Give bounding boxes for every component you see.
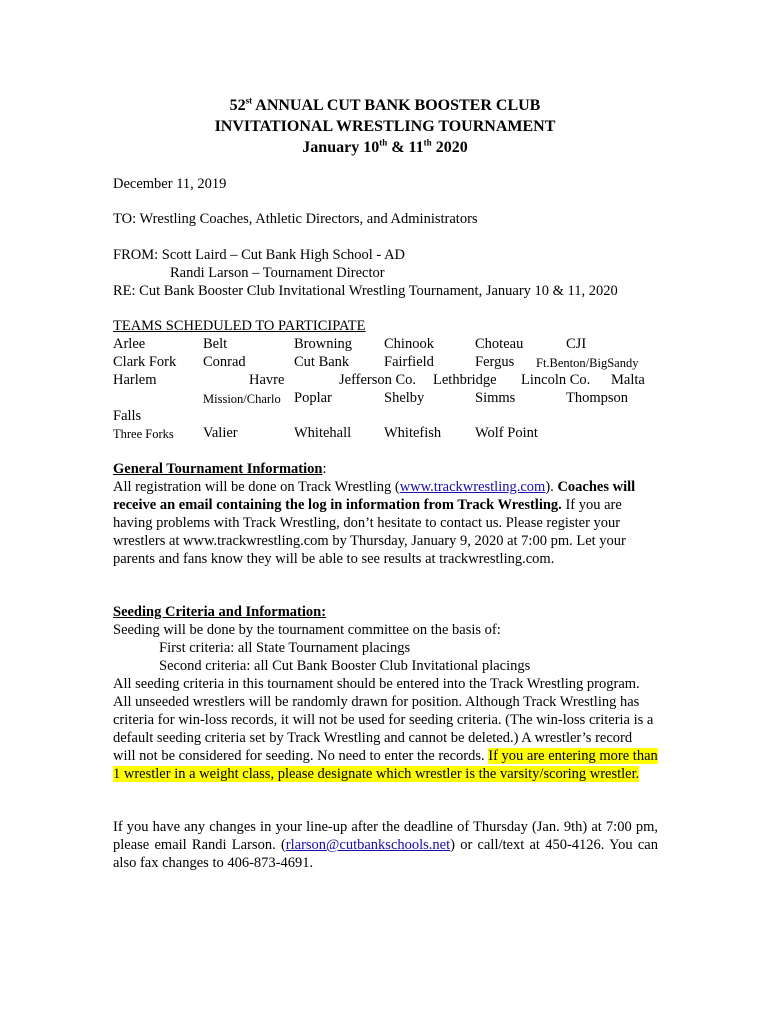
- seeding-second-criteria: Second criteria: all Cut Bank Booster Club Invitational placings: [159, 658, 531, 674]
- team-name: Simms: [475, 390, 516, 406]
- memo-re: RE: Cut Bank Booster Club Invitational Wrestling Tournament, January 10 & 11, 2020: [113, 283, 618, 299]
- team-name: Jefferson Co.: [339, 372, 417, 388]
- team-name: Harlem: [113, 372, 157, 388]
- team-name: Malta: [611, 372, 645, 388]
- email-link[interactable]: rlarson@cutbankschools.net: [285, 837, 451, 853]
- general-heading: General Tournament Information:: [113, 461, 327, 477]
- title-line-1: 52st ANNUAL CUT BANK BOOSTER CLUB: [229, 95, 541, 114]
- seeding-paragraph: All seeding criteria in this tournament should be entered into the Track Wrestling program. All unseeded wrestlers will be randomly drawn for position. Although Track Wrestling has criteria for win-loss records, it will not be used for seeding criteria. (The win-loss criteria is a default seeding criteria set by Track Wrestling and cannot be deleted.) A wrestler’s record will not be considered for seeding. No need to enter the records. If you are entering more than 1 wrestler in a weight class, please designate which wrestler is the varsity/scoring wrestler.: [113, 676, 658, 782]
- team-name: Wolf Point: [475, 425, 538, 441]
- team-name: CJI: [566, 336, 587, 352]
- team-name: Shelby: [384, 390, 425, 406]
- team-name: Conrad: [203, 354, 246, 370]
- team-name: Choteau: [475, 336, 524, 352]
- team-name: Fairfield: [384, 354, 434, 370]
- memo-from: FROM: Scott Laird – Cut Bank High School - AD: [113, 247, 406, 263]
- memo-from-2: Randi Larson – Tournament Director: [170, 265, 385, 281]
- changes-paragraph: If you have any changes in your line-up after the deadline of Thursday (Jan. 9th) at 7:00 pm, please email Randi Larson. (rlarson@cutbankschools.net) or call/text at 450-4126. You can also fax changes to 406-873-4691.: [113, 819, 658, 871]
- team-name: Lethbridge: [433, 372, 497, 388]
- memo-to: TO: Wrestling Coaches, Athletic Directors, and Administrators: [113, 211, 478, 227]
- team-name: Arlee: [113, 336, 146, 352]
- team-name: Whitehall: [294, 425, 352, 441]
- team-name: Clark Fork: [113, 354, 177, 370]
- general-paragraph: All registration will be done on Track Wrestling (www.trackwrestling.com). Coaches will receive an email containing the log in information from Track Wrestling. If you are having problems with Track Wrestling, don’t hesitate to contact us. Please register your wrestlers at www.trackwrestling.com by Thursday, January 9, 2020 at 7:00 pm. Let your parents and fans know they will be able to see results at trackwrestling.com.: [113, 479, 636, 567]
- team-name: Chinook: [384, 336, 434, 352]
- team-name: Browning: [294, 336, 352, 352]
- title-line-3: January 10th & 11th 2020: [302, 137, 468, 156]
- team-name: Ft.Benton/BigSandy: [536, 356, 639, 370]
- team-name: Cut Bank: [294, 354, 350, 370]
- team-name: Belt: [203, 336, 228, 352]
- document-title: [0, 95, 770, 158]
- team-name-wrap: Falls: [113, 408, 142, 424]
- team-name: Havre: [249, 372, 285, 388]
- team-name: Poplar: [294, 390, 332, 406]
- team-name: Mission/Charlo: [203, 392, 281, 406]
- team-name: Three Forks: [113, 427, 174, 441]
- memo-date: December 11, 2019: [113, 176, 227, 192]
- highlighted-note: If you are entering more than 1 wrestler in a weight class, please designate which wrestler is the varsity/scoring wrestler.: [113, 748, 658, 782]
- seeding-intro: Seeding will be done by the tournament committee on the basis of:: [113, 622, 501, 638]
- seeding-heading: Seeding Criteria and Information:: [113, 604, 327, 620]
- team-name: Valier: [203, 425, 238, 441]
- teams-heading: TEAMS SCHEDULED TO PARTICIPATE: [113, 318, 366, 334]
- trackwrestling-link[interactable]: www.trackwrestling.com: [399, 479, 546, 495]
- team-name: Fergus: [475, 354, 515, 370]
- seeding-first-criteria: First criteria: all State Tournament placings: [159, 640, 411, 656]
- title-line-2: INVITATIONAL WRESTLING TOURNAMENT: [214, 118, 556, 135]
- team-name: Lincoln Co.: [521, 372, 591, 388]
- team-name: Whitefish: [384, 425, 442, 441]
- team-name: Thompson: [566, 390, 629, 406]
